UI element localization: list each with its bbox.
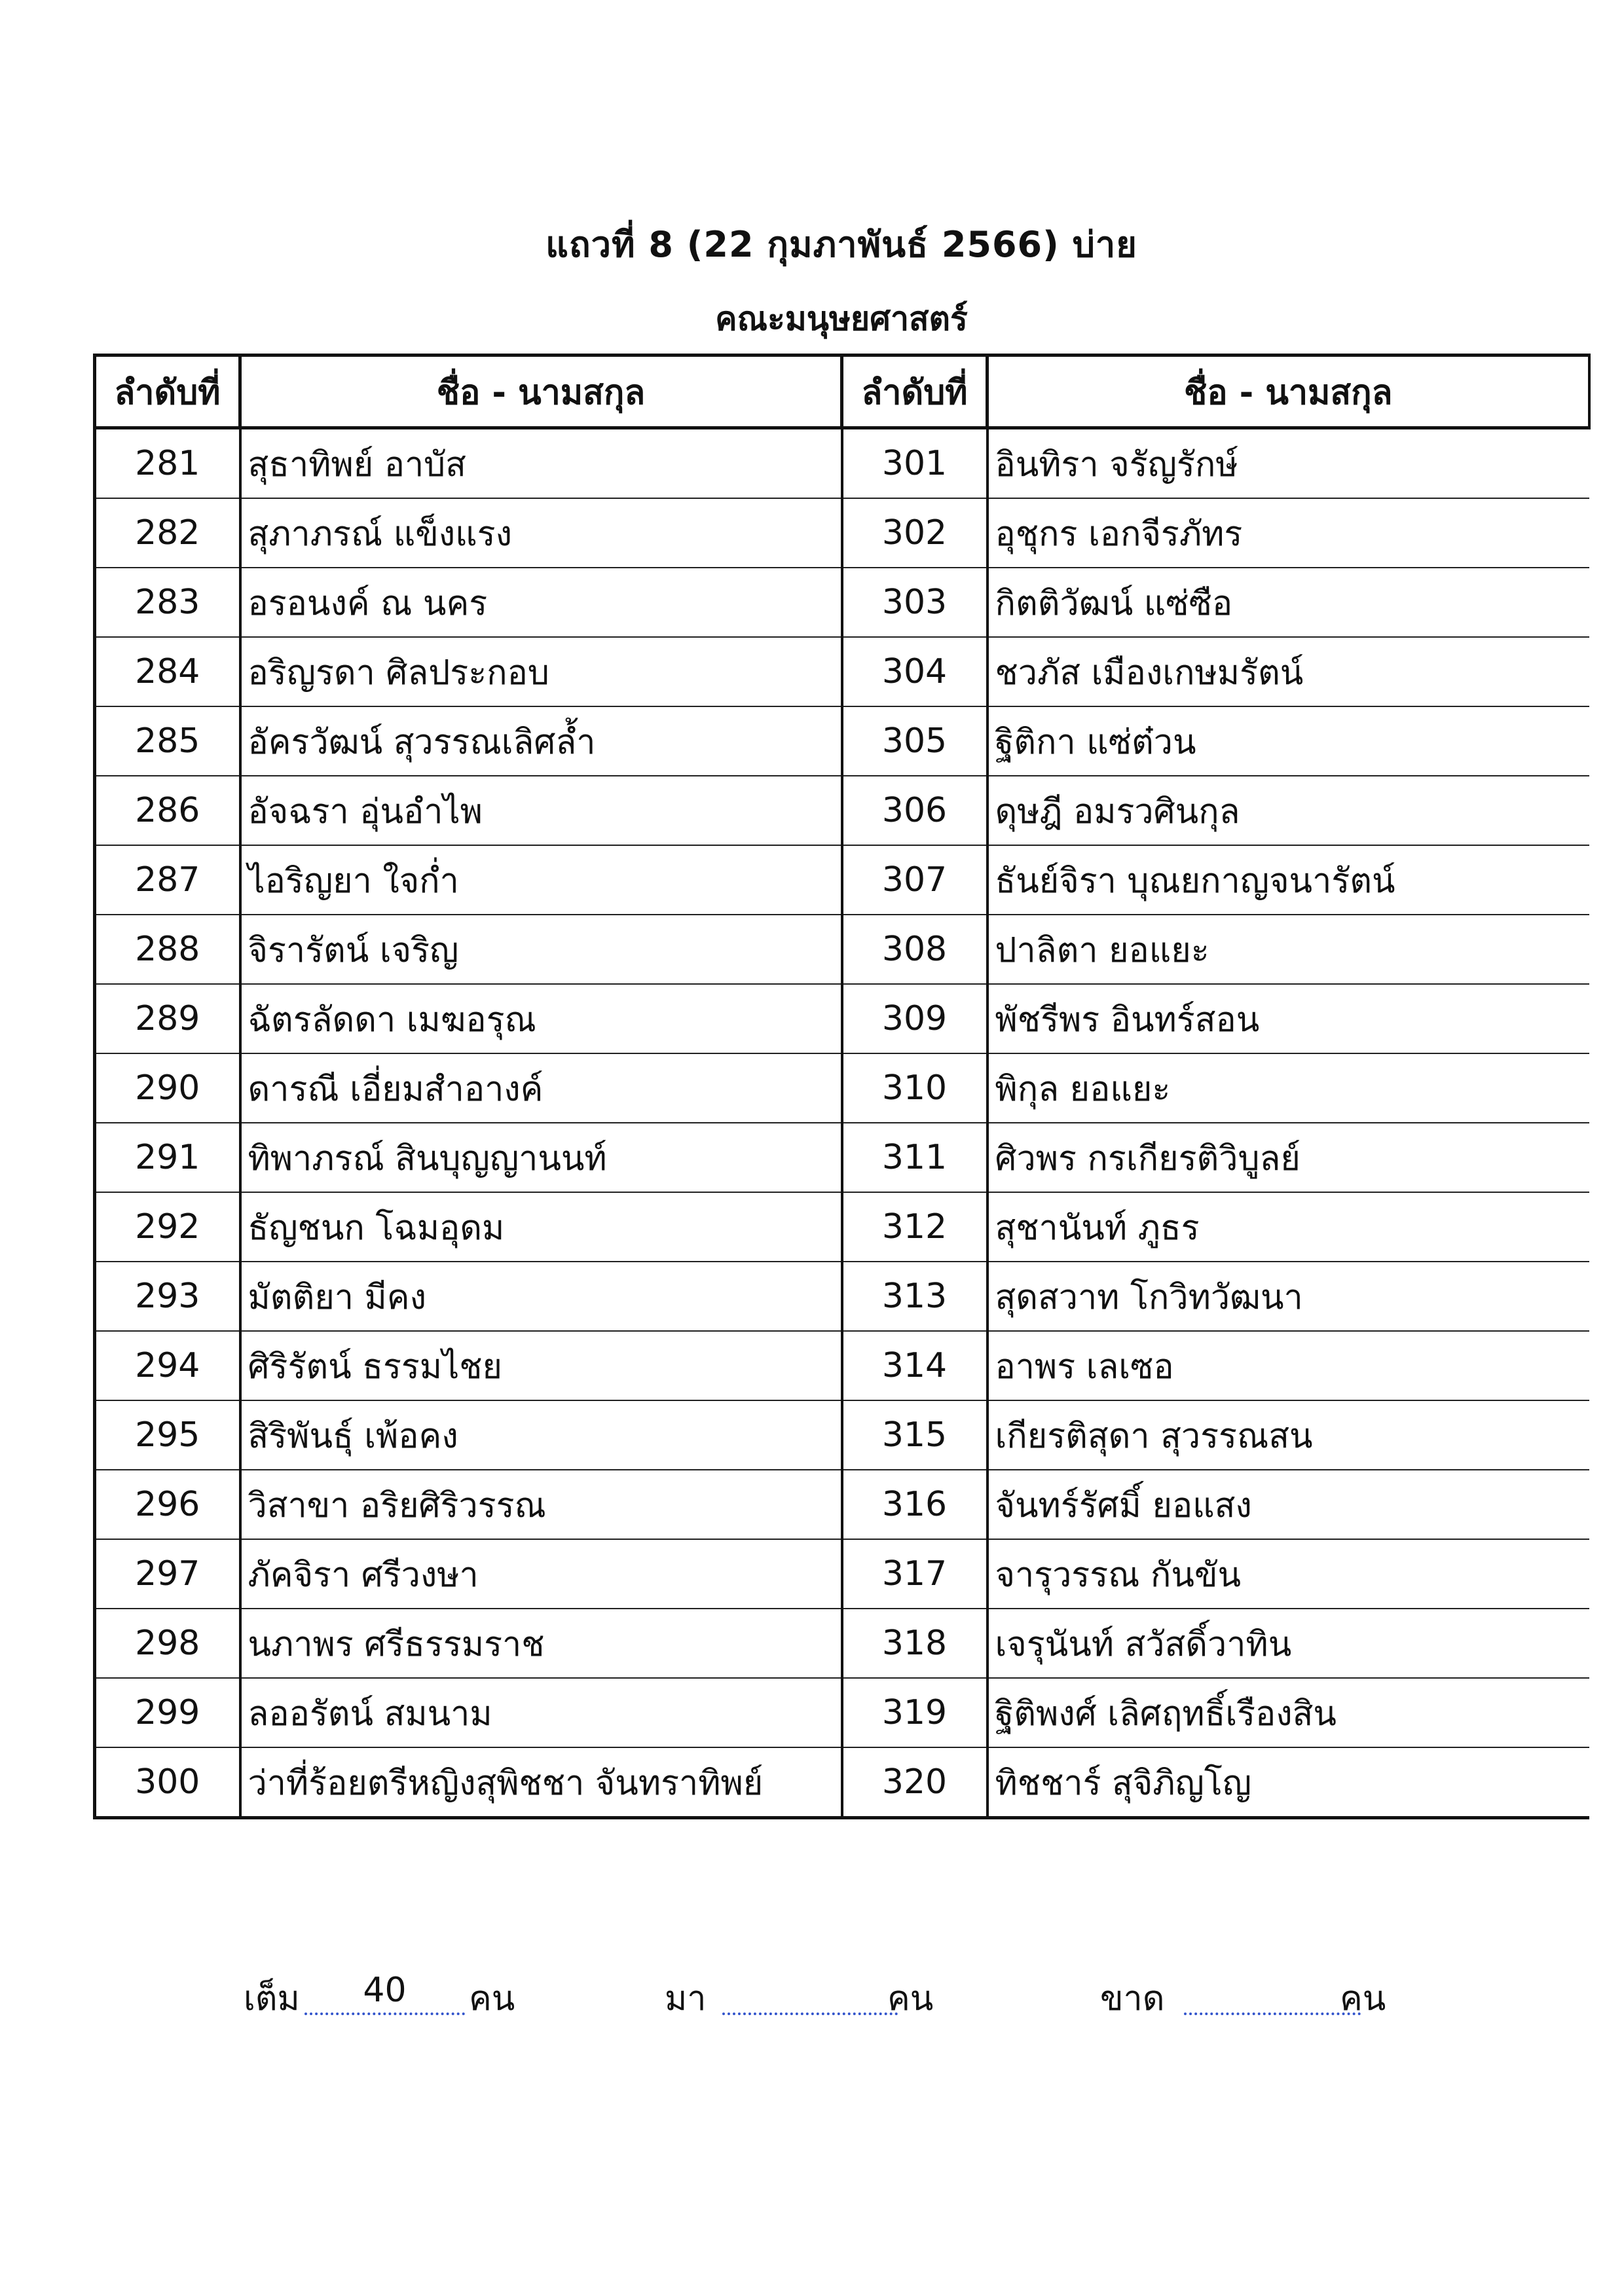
table-row (95, 1470, 1589, 1539)
student-name-right: พัชรีพร อินทร์สอน (987, 984, 1589, 1053)
order-number-left: 298 (95, 1609, 240, 1678)
student-name-right: ศิวพร กรเกียรติวิบูลย์ (987, 1123, 1589, 1192)
order-number-left: 285 (95, 706, 240, 776)
student-name-left: ดารณี เอี่ยมสำอางค์ (240, 1053, 842, 1123)
header-name-left: ชื่อ - นามสกุล (240, 355, 842, 428)
order-number-right: 317 (842, 1539, 987, 1609)
table-row (95, 1192, 1589, 1262)
student-name-right: ปาลิตา ยอแยะ (987, 915, 1589, 984)
student-name-left: ว่าที่ร้อยตรีหญิงสุพิชชา จันทราทิพย์ (240, 1747, 842, 1818)
full-unit-label: คน (469, 1979, 515, 2018)
order-number-left: 282 (95, 498, 240, 568)
table-row (95, 1262, 1589, 1331)
order-number-right: 306 (842, 776, 987, 845)
order-number-left: 287 (95, 845, 240, 915)
student-name-left: อัจฉรา อุ่นอำไพ (240, 776, 842, 845)
header-name-right: ชื่อ - นามสกุล (987, 355, 1589, 428)
table-row (95, 428, 1589, 499)
attendance-summary (0, 1971, 1624, 2023)
table-row (95, 984, 1589, 1053)
student-name-left: สิริพันธุ์ เพ้อคง (240, 1400, 842, 1470)
order-number-left: 294 (95, 1331, 240, 1400)
student-name-left: ภัคจิรา ศรีวงษา (240, 1539, 842, 1609)
present-unit-label: คน (887, 1979, 934, 2018)
absent-unit-label: คน (1340, 1979, 1386, 2018)
order-number-right: 309 (842, 984, 987, 1053)
student-name-right: จารุวรรณ กันขัน (987, 1539, 1589, 1609)
student-name-right: ฐิติพงศ์ เลิศฤทธิ์เรืองสิน (987, 1678, 1589, 1747)
order-number-left: 293 (95, 1262, 240, 1331)
student-name-left: ธัญชนก โฉมอุดม (240, 1192, 842, 1262)
student-name-left: ศิริรัตน์ ธรรมไชย (240, 1331, 842, 1400)
table-row (95, 1609, 1589, 1678)
order-number-right: 314 (842, 1331, 987, 1400)
table-row (95, 915, 1589, 984)
student-name-right: ดุษฎี อมรวศินกุล (987, 776, 1589, 845)
full-label: เต็ม (244, 1979, 300, 2018)
table-row (95, 1123, 1589, 1192)
student-name-right: พิกุล ยอแยะ (987, 1053, 1589, 1123)
order-number-right: 303 (842, 568, 987, 637)
order-number-left: 289 (95, 984, 240, 1053)
student-name-right: สุดสวาท โกวิทวัฒนา (987, 1262, 1589, 1331)
page-subtitle: คณะมนุษยศาสตร์ (715, 300, 968, 338)
student-name-right: ชวภัส เมืองเกษมรัตน์ (987, 637, 1589, 706)
student-name-left: สุภาภรณ์ แข็งแรง (240, 498, 842, 568)
table-row (95, 1331, 1589, 1400)
student-name-right: ธันย์จิรา บุณยกาญจนารัตน์ (987, 845, 1589, 915)
order-number-right: 308 (842, 915, 987, 984)
absent-label: ขาด (1100, 1979, 1165, 2018)
student-name-right: กิตติวัฒน์ แซ่ซือ (987, 568, 1589, 637)
student-name-right: เกียรติสุดา สุวรรณสน (987, 1400, 1589, 1470)
table-row (95, 637, 1589, 706)
student-name-left: จิรารัตน์ เจริญ (240, 915, 842, 984)
order-number-right: 316 (842, 1470, 987, 1539)
order-number-right: 305 (842, 706, 987, 776)
order-number-right: 310 (842, 1053, 987, 1123)
student-name-right: อาพร เลเซอ (987, 1331, 1589, 1400)
student-name-left: นภาพร ศรีธรรมราช (240, 1609, 842, 1678)
header-order-right: ลำดับที่ (842, 355, 987, 428)
student-name-left: ทิพาภรณ์ สินบุญญานนท์ (240, 1123, 842, 1192)
roster-body (95, 428, 1589, 1818)
full-count-field[interactable]: 40 (304, 1971, 465, 2015)
order-number-left: 281 (95, 428, 240, 499)
order-number-left: 292 (95, 1192, 240, 1262)
order-number-right: 311 (842, 1123, 987, 1192)
order-number-left: 299 (95, 1678, 240, 1747)
header-order-left: ลำดับที่ (95, 355, 240, 428)
order-number-right: 302 (842, 498, 987, 568)
student-name-right: ทิชชาร์ สุจิภิญโญ (987, 1747, 1589, 1818)
table-row (95, 498, 1589, 568)
order-number-right: 301 (842, 428, 987, 499)
order-number-left: 300 (95, 1747, 240, 1818)
student-name-left: ไอริญยา ใจก่ำ (240, 845, 842, 915)
student-name-left: มัตติยา มีคง (240, 1262, 842, 1331)
student-name-right: อุชุกร เอกจีรภัทร (987, 498, 1589, 568)
order-number-left: 291 (95, 1123, 240, 1192)
student-name-left: วิสาขา อริยศิริวรรณ (240, 1470, 842, 1539)
absent-count-field[interactable] (1184, 1971, 1361, 2015)
order-number-right: 319 (842, 1678, 987, 1747)
student-name-right: จันทร์รัศมิ์ ยอแสง (987, 1470, 1589, 1539)
present-count-field[interactable] (722, 1971, 898, 2015)
student-name-left: อริญรดา ศิลประกอบ (240, 637, 842, 706)
order-number-right: 320 (842, 1747, 987, 1818)
table-row (95, 776, 1589, 845)
table-row (95, 845, 1589, 915)
order-number-left: 295 (95, 1400, 240, 1470)
student-name-left: อรอนงค์ ณ นคร (240, 568, 842, 637)
student-name-left: สุธาทิพย์ อาบัส (240, 428, 842, 499)
order-number-right: 304 (842, 637, 987, 706)
student-name-left: ลออรัตน์ สมนาม (240, 1678, 842, 1747)
order-number-right: 313 (842, 1262, 987, 1331)
order-number-right: 318 (842, 1609, 987, 1678)
table-header-row (95, 355, 1589, 428)
student-name-left: ฉัตรลัดดา เมฆอรุณ (240, 984, 842, 1053)
student-name-right: ฐิติกา แซ่ต๋วน (987, 706, 1589, 776)
order-number-left: 290 (95, 1053, 240, 1123)
order-number-left: 283 (95, 568, 240, 637)
table-row (95, 1678, 1589, 1747)
order-number-left: 296 (95, 1470, 240, 1539)
student-name-right: เจรุนันท์ สวัสดิ์วาทิน (987, 1609, 1589, 1678)
order-number-right: 307 (842, 845, 987, 915)
order-number-left: 286 (95, 776, 240, 845)
present-label: มา (665, 1979, 707, 2018)
table-row (95, 706, 1589, 776)
student-name-right: สุชานันท์ ภูธร (987, 1192, 1589, 1262)
table-row (95, 1747, 1589, 1818)
order-number-left: 297 (95, 1539, 240, 1609)
order-number-left: 284 (95, 637, 240, 706)
order-number-left: 288 (95, 915, 240, 984)
student-name-right: อินทิรา จรัญรักษ์ (987, 428, 1589, 499)
table-row (95, 1053, 1589, 1123)
table-row (95, 1400, 1589, 1470)
table-row (95, 568, 1589, 637)
table-row (95, 1539, 1589, 1609)
order-number-right: 315 (842, 1400, 987, 1470)
page-title: แถวที่ 8 (22 กุมภาพันธ์ 2566) บ่าย (545, 224, 1137, 265)
student-name-left: อัครวัฒน์ สุวรรณเลิศล้ำ (240, 706, 842, 776)
order-number-right: 312 (842, 1192, 987, 1262)
roster-table (93, 354, 1591, 1819)
